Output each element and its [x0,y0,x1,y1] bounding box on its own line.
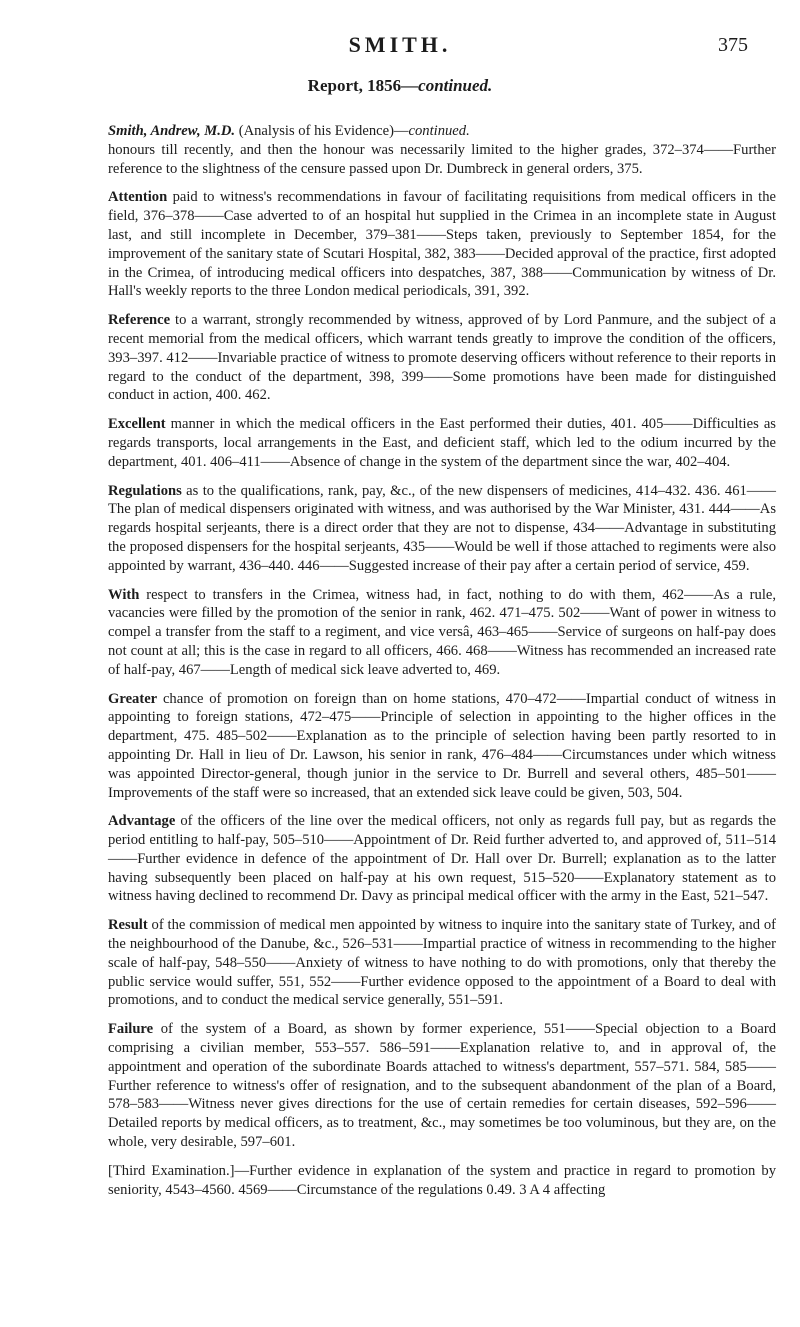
paragraph-text: manner in which the medical officers in the East performed their duties, 401. 405——Difficulties as regards transports, local arrangements in the East, and deficient staff, which led to the odium incurred by the department, 401. 406–411——Absence of change in the system of the department since the war, 402–404. [108,416,776,470]
paragraph-lead: With [108,586,140,603]
paragraph-7 [108,812,776,906]
paragraph-lead: Advantage [108,813,176,830]
paragraph-0 [108,141,776,179]
paragraph-text: [Third Examination.]—Further evidence in explanation of the system and practice in regard to promotion by seniority, 4543–4560. 4569——Circumstance of the regulations 0.49. 3 A 4 affecting [108,1162,776,1198]
continued-label: continued. [418,76,493,95]
paragraph-9 [108,1020,776,1152]
paragraph-3 [108,415,776,471]
paragraph-text: as to the qualifications, rank, pay, &c., of the new dispensers of medicines, 414–432. 436. 461——The plan of medical dispensers originated with witness, and was authorised by the War Minister, 431. 444——As regards hospital serjeants, there is a direct order that they are not to dispense, 434——Advantage in substituting the proposed dispensers for the hospital serjeants, 435——Would be well if those attached to regiments were also appointed by warrant, 436–440. 446——Suggested increase of their pay after a certain period of service, 459. [108,482,776,574]
paragraph-lead: Attention [108,189,168,206]
paragraph-text: paid to witness's recommendations in favour of facilitating requisitions from medical officers in the field, 376–378——Case adverted to of an hospital hut supplied in the Crimea in an incomplete state in August last, and still incomplete in December, 379–381——Steps taken, previously to September 1854, for the improvement of the sanitary state of Scutari Hospital, 382, 383——Decided approval of the practice, first adopted in the Crimea, of introducing medical officers into despatches, 387, 388——Communication by witness of Dr. Hall's weekly reports to the three London medical periodicals, 391, 392. [108,189,776,300]
paragraph-lead: Regulations [108,482,182,499]
report-continued-heading [0,76,800,96]
paragraph-lead: Reference [108,312,171,329]
paragraph-text: honours till recently, and then the honour was necessarily limited to the higher grades, 372–374——Further reference to the slightness of the censure passed upon Dr. Dumbreck in general orders, 375. [108,141,776,177]
paragraph-6 [108,690,776,803]
running-head [0,32,800,62]
paragraph-5 [108,586,776,680]
paragraph-8 [108,916,776,1010]
index-entry [108,122,776,1199]
entry-intro: (Analysis of his Evidence)— [235,123,409,139]
running-title: SMITH. [348,32,452,57]
paragraph-lead: Excellent [108,416,166,433]
paragraph-text: respect to transfers in the Crimea, witness had, in fact, nothing to do with them, 462——As a rule, vacancies were filled by the promotion of the senior in rank, 462. 471–475. 502——Want of power in witness to compel a transfer from the staff to a regiment, and vice versâ, 463–465——Service of surgeons on half-pay does not count at all; this is the case in regard to all officers, 466. 468——Witness has recommended an increased rate of half-pay, 467——Length of medical sick leave adverted to, 469. [108,586,776,678]
paragraph-lead: Failure [108,1021,154,1038]
paragraph-4 [108,482,776,576]
paragraph-text: of the officers of the line over the medical officers, not only as regards full pay, but as regards the period entitling to half-pay, 505–510——Appointment of Dr. Reid further adverted to, and approved of, 511–514——Further evidence in defence of the appointment of Dr. Hall over Dr. Burrell; explanation as to the latter having subsequently been placed on half-pay at his own request, 515–520——Explanatory statement as to witness having declined to recommend Dr. Davy as principal medical officer with the army in the East, 521–547. [108,813,776,905]
paragraph-text: of the system of a Board, as shown by former experience, 551——Special objection to a Board comprising a civilian member, 553–557. 586–591——Explanation relative to, and in approval of, the appointment and operation of the subordinate Boards attached to witness's department, 557–571. 584, 585——Further reference to witness's offer of resignation, and to the subsequent abandonment of the plan of a Board, 578–583——Witness never gives directions for the use of certain remedies for certain diseases, 592–596——Detailed reports by medical officers, as to treatment, &c., may sometimes be too voluminous, but they are, on the whole, very desirable, 597–601. [108,1021,776,1151]
paragraph-10 [108,1162,776,1200]
paragraph-text: to a warrant, strongly recommended by witness, approved of by Lord Panmure, and the subject of a recent memorial from the medical officers, which warrant tends greatly to improve the condition of the officers, 393–397. 412——Invariable practice of witness to promote deserving officers without reference to their reports in regard to the conduct of the department, 398, 399——Some promotions have been made for distinguished conduct in action, 400. 462. [108,312,776,404]
paragraph-1 [108,188,776,301]
paragraph-lead: Greater [108,690,158,707]
paragraph-text: chance of promotion on foreign than on home stations, 470–472——Impartial conduct of witness in appointing to foreign stations, 472–475——Principle of selection in appointing to the higher offices in the department, 475. 485–502——Explanation as to the principle of selection having been partly resorted to in appointing Dr. Hall in lieu of Dr. Lawson, his senior in rank, 476–484——Circumstances under which witness was appointed Director-general, though junior in the service to Dr. Burrell and several others, 485–501——Improvements of the staff were so increased, that an extended sick leave could be given, 503, 504. [108,690,776,801]
entry-name: Smith, Andrew, M.D. [108,123,236,139]
paragraph-text: of the commission of medical men appointed by witness to inquire into the sanitary state of Turkey, and of the neighbourhood of the Danube, &c., 526–531——Impartial practice of witness in recommending to the higher scale of half-pay, 548–550——Anxiety of witness to have nothing to do with promotions, only that thereby the public service would suffer, 551, 552——Further evidence opposed to the appointment of a Board to deal with promotions, and to conduct the medical service generally, 551–591. [108,917,776,1009]
page-number: 375 [718,34,748,56]
paragraph-lead: Result [108,917,148,934]
paragraph-2 [108,311,776,405]
report-label: Report, 1856— [307,76,419,95]
entry-heading [108,122,776,141]
entry-intro-continued: continued. [408,123,470,139]
